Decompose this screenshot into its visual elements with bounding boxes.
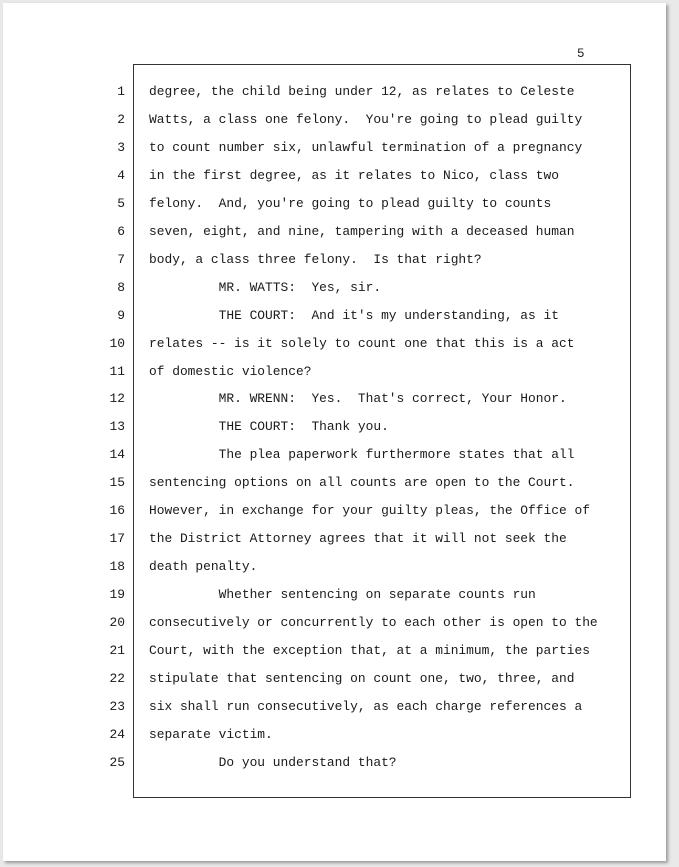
line-text: degree, the child being under 12, as relates to Celeste <box>149 84 575 99</box>
transcript-line <box>0 445 679 465</box>
line-text: separate victim. <box>149 726 273 742</box>
line-number: 8 <box>117 279 125 295</box>
line-text: Whether sentencing on separate counts run <box>149 587 536 603</box>
line-text: Court, with the exception that, at a minimum, the parties <box>149 643 590 658</box>
line-text: THE COURT: Thank you. <box>149 419 389 435</box>
line-text: The plea paperwork furthermore states that all <box>149 447 575 463</box>
transcript-line <box>0 306 679 326</box>
line-text: MR. WRENN: Yes. That's correct, Your Honor. <box>149 391 567 407</box>
line-text: MR. WATTS: Yes, sir. <box>149 279 382 295</box>
line-number: 1 <box>117 84 125 99</box>
line-text: Watts, a class one felony. You're going to plead guilty <box>149 111 583 127</box>
transcript-line <box>0 613 679 633</box>
line-text: six shall run consecutively, as each charge references a <box>149 698 583 714</box>
transcript-line <box>0 82 679 102</box>
line-number: 15 <box>109 475 125 491</box>
line-text: relates -- is it solely to count one that this is a act <box>149 335 575 351</box>
transcript-line <box>0 417 679 437</box>
line-text: the District Attorney agrees that it will not seek the <box>149 531 567 547</box>
line-number: 12 <box>109 391 125 407</box>
line-number: 7 <box>117 251 125 267</box>
transcript-line <box>0 669 679 689</box>
page-number: 5 <box>577 47 585 61</box>
line-number: 21 <box>109 643 125 658</box>
line-number: 19 <box>109 587 125 603</box>
line-text: consecutively or concurrently to each other is open to the <box>149 615 598 631</box>
transcript-line <box>0 697 679 717</box>
line-number: 9 <box>117 307 125 323</box>
line-number: 6 <box>117 223 125 239</box>
transcript-line <box>0 641 679 661</box>
line-text: However, in exchange for your guilty pleas, the Office of <box>149 503 590 519</box>
transcript-line <box>0 166 679 186</box>
transcript-line <box>0 110 679 130</box>
transcript-line <box>0 753 679 773</box>
transcript-line <box>0 334 679 354</box>
line-text: felony. And, you're going to plead guilty to counts <box>149 195 552 211</box>
transcript-line <box>0 194 679 214</box>
transcript-line <box>0 138 679 158</box>
line-number: 10 <box>109 335 125 351</box>
line-text: of domestic violence? <box>149 363 312 379</box>
line-number: 23 <box>109 698 125 714</box>
line-number: 11 <box>109 363 125 379</box>
transcript-line <box>0 557 679 577</box>
transcript-line <box>0 585 679 605</box>
line-text: death penalty. <box>149 559 258 575</box>
line-text: stipulate that sentencing on count one, two, three, and <box>149 670 575 686</box>
line-number: 18 <box>109 559 125 575</box>
transcript-line <box>0 473 679 493</box>
line-text: to count number six, unlawful termination of a pregnancy <box>149 139 583 155</box>
line-number: 24 <box>109 726 125 742</box>
line-text: Do you understand that? <box>149 754 397 770</box>
line-number: 17 <box>109 531 125 547</box>
transcript-line <box>0 278 679 298</box>
transcript-line <box>0 501 679 521</box>
line-number: 2 <box>117 111 125 127</box>
line-text: THE COURT: And it's my understanding, as it <box>149 307 559 323</box>
transcript-line <box>0 529 679 549</box>
line-number: 20 <box>109 615 125 631</box>
line-number: 13 <box>109 419 125 435</box>
transcript-line <box>0 250 679 270</box>
line-number: 22 <box>109 670 125 686</box>
line-number: 5 <box>117 195 125 211</box>
line-number: 14 <box>109 447 125 463</box>
line-text: seven, eight, and nine, tampering with a deceased human <box>149 223 575 239</box>
line-number: 3 <box>117 139 125 155</box>
line-number: 4 <box>117 167 125 183</box>
transcript-line <box>0 389 679 409</box>
line-text: in the first degree, as it relates to Nico, class two <box>149 167 559 183</box>
transcript-line <box>0 725 679 745</box>
line-text: body, a class three felony. Is that right? <box>149 251 482 267</box>
line-text: sentencing options on all counts are open to the Court. <box>149 475 575 491</box>
line-number: 16 <box>109 503 125 519</box>
transcript-line <box>0 362 679 382</box>
line-number: 25 <box>109 754 125 770</box>
transcript-line <box>0 222 679 242</box>
